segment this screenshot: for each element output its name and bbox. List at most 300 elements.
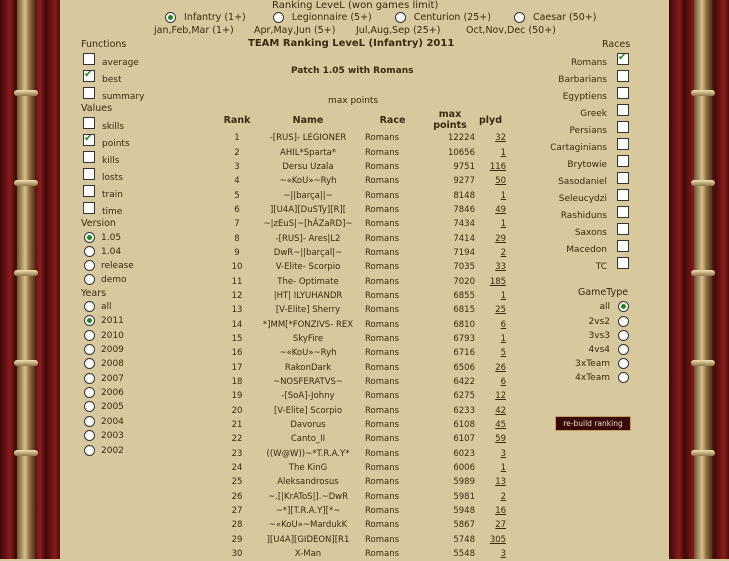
max-points-cell: 7194 <box>453 247 475 258</box>
rank-cell: 7 <box>234 219 240 230</box>
level-months-4: Oct,Nov,Dec (50+) <box>466 25 556 36</box>
max-points-cell: 5948 <box>453 506 475 517</box>
checkbox-icon[interactable] <box>617 138 629 150</box>
race-cell: Romans <box>365 362 400 373</box>
checkbox-icon[interactable] <box>83 151 95 163</box>
rank-cell: 19 <box>231 391 243 402</box>
radio-icon[interactable] <box>84 344 95 355</box>
rank-cell: 28 <box>231 520 243 531</box>
col-plyd: plyd <box>479 114 503 126</box>
table-row <box>218 217 506 231</box>
table-row <box>218 418 506 432</box>
rank-cell: 14 <box>231 319 243 330</box>
table-row <box>218 246 506 260</box>
played-link[interactable]: 3 <box>500 448 507 459</box>
table-row <box>218 432 506 446</box>
table-row <box>218 346 506 360</box>
radio-icon[interactable] <box>84 416 95 427</box>
radio-icon[interactable] <box>84 246 95 257</box>
table-row <box>218 188 506 202</box>
played-link[interactable]: 42 <box>495 405 507 416</box>
year-2007[interactable]: 2007 <box>84 373 124 384</box>
player-name-cell: ~*][T.R.A.Y][*~ <box>275 506 341 517</box>
player-name-cell: SkyFire <box>292 333 324 344</box>
max-points-cell: 5748 <box>453 534 475 545</box>
radio-icon[interactable] <box>84 330 95 341</box>
radio-icon[interactable] <box>618 358 629 369</box>
value-skills[interactable]: skills <box>83 117 124 132</box>
table-row <box>218 361 506 375</box>
race-cell: Romans <box>365 233 400 244</box>
checkbox-icon[interactable] <box>617 223 629 235</box>
played-link[interactable]: 50 <box>495 176 507 187</box>
player-name-cell: ((W@W))~*T.R.A.Y* <box>266 448 350 459</box>
year-2010[interactable]: 2010 <box>84 330 124 341</box>
race-cell: Romans <box>365 405 400 416</box>
level-caesar[interactable]: Caesar (50+) <box>514 12 602 23</box>
radio-icon[interactable] <box>84 387 95 398</box>
max-points-cell: 12224 <box>447 133 475 144</box>
rank-cell: 22 <box>231 434 243 445</box>
radio-icon[interactable] <box>84 358 95 369</box>
table-row <box>218 533 506 547</box>
table-row <box>218 490 506 504</box>
max-points-cell: 7020 <box>453 276 475 287</box>
rank-cell: 4 <box>234 176 240 187</box>
radio-icon[interactable] <box>84 301 95 312</box>
table-row <box>218 131 506 145</box>
player-name-cell: ~«KoU»~Ryh <box>279 176 337 187</box>
level-centurion[interactable]: Centurion (25+) <box>395 12 496 23</box>
version-104[interactable]: 1.04 <box>84 246 121 257</box>
player-name-cell: Canto_II <box>290 434 326 445</box>
played-link[interactable]: 2 <box>500 247 507 258</box>
race-egyptiens[interactable]: Egyptiens <box>563 87 629 102</box>
played-link[interactable]: 12 <box>495 391 507 402</box>
player-name-cell: Dersu Uzala <box>282 161 334 172</box>
played-link[interactable]: 49 <box>495 204 507 215</box>
player-name-cell: X-Man <box>294 549 322 560</box>
played-link[interactable]: 1 <box>500 463 507 474</box>
table-row <box>218 475 506 489</box>
max-points-cell: 6275 <box>453 391 475 402</box>
player-name-cell: The KinG <box>288 463 328 474</box>
team-ranking-title: TEAM Ranking LeveL (Infantry) 2011 <box>248 38 455 49</box>
rank-cell: 8 <box>234 233 240 244</box>
rank-cell: 23 <box>231 448 243 459</box>
played-link[interactable]: 59 <box>495 434 507 445</box>
checkbox-icon[interactable] <box>617 172 629 184</box>
checkbox-icon[interactable] <box>83 53 95 65</box>
max-points-cell: 7846 <box>453 204 475 215</box>
race-cell: Romans <box>365 176 400 187</box>
race-seleucydzi[interactable]: Seleucydzi <box>559 189 629 204</box>
checkbox-icon[interactable] <box>617 240 629 252</box>
player-name-cell: [V-Elite] Scorpio <box>273 405 343 416</box>
rebuild-ranking-button[interactable]: re-build ranking <box>555 416 631 431</box>
race-cell: Romans <box>365 520 400 531</box>
radio-icon[interactable] <box>395 12 406 23</box>
player-name-cell: -[RUS]- LEGIONER <box>269 133 347 144</box>
version-105[interactable]: 1.05 <box>84 232 121 243</box>
rank-cell: 17 <box>231 362 243 373</box>
rank-cell: 16 <box>231 348 243 359</box>
player-name-cell: ][U4A][DuSTy][R][ <box>269 204 347 215</box>
max-points-cell: 6023 <box>453 448 475 459</box>
played-link[interactable]: 45 <box>495 420 507 431</box>
max-points-cell: 8148 <box>453 190 475 201</box>
checkbox-icon[interactable] <box>617 70 629 82</box>
value-time[interactable]: time <box>83 202 122 217</box>
played-link[interactable]: 6 <box>500 377 507 388</box>
race-romans[interactable]: Romans✔ <box>571 53 629 68</box>
years-title: Years <box>81 288 107 299</box>
rank-cell: 26 <box>231 491 243 502</box>
rank-cell: 3 <box>234 161 240 172</box>
year-2006[interactable]: 2006 <box>84 387 124 398</box>
max-points-cell: 9277 <box>453 176 475 187</box>
max-points-cell: 6107 <box>453 434 475 445</box>
race-barbarians[interactable]: Barbarians <box>558 70 629 85</box>
played-link[interactable]: 1 <box>500 290 507 301</box>
player-name-cell: ~NOSFERATVS~ <box>272 377 344 388</box>
radio-icon[interactable] <box>84 315 95 326</box>
year-2002[interactable]: 2002 <box>84 445 124 456</box>
played-link[interactable]: 13 <box>495 477 507 488</box>
max-points-cell: 5548 <box>453 549 475 560</box>
played-link[interactable]: 29 <box>495 233 507 244</box>
radio-icon[interactable] <box>84 445 95 456</box>
race-cell: Romans <box>365 290 400 301</box>
race-cell: Romans <box>365 463 400 474</box>
function-best[interactable]: ✔best <box>83 70 121 85</box>
player-name-cell: -[SoA]-Johny <box>281 391 335 402</box>
race-cell: Romans <box>365 190 400 201</box>
max-points-cell: 6716 <box>453 348 475 359</box>
played-link[interactable]: 25 <box>495 305 507 316</box>
radio-icon[interactable] <box>618 344 629 355</box>
max-points-cell: 7434 <box>453 219 475 230</box>
table-row <box>218 404 506 418</box>
rank-cell: 27 <box>231 506 243 517</box>
level-selector <box>165 12 606 23</box>
played-link[interactable]: 27 <box>495 520 507 531</box>
radio-icon[interactable] <box>514 12 525 23</box>
race-sasodaniel[interactable]: Sasodaniel <box>558 172 629 187</box>
player-name-cell: RakonDark <box>284 362 332 373</box>
rank-cell: 29 <box>231 534 243 545</box>
race-cell: Romans <box>365 319 400 330</box>
player-name-cell: -[RUS]- Ares|L2 <box>275 233 341 244</box>
max-points-cell: 7414 <box>453 233 475 244</box>
checkbox-icon[interactable] <box>83 70 95 82</box>
race-tc[interactable]: TC <box>596 257 629 272</box>
col-max-points: max points <box>433 109 467 131</box>
max-points-cell: 6108 <box>453 420 475 431</box>
radio-icon[interactable] <box>84 373 95 384</box>
race-cell: Romans <box>365 147 400 158</box>
checkbox-icon[interactable] <box>617 257 629 269</box>
gametype-2vs2[interactable]: 2vs2 <box>589 316 629 327</box>
level-months-1: jan,Feb,Mar (1+) <box>154 25 234 36</box>
race-cell: Romans <box>365 348 400 359</box>
player-name-cell: DwR~||barçal|~ <box>273 247 343 258</box>
max-points-cell: 5867 <box>453 520 475 531</box>
race-cell: Romans <box>365 247 400 258</box>
rank-cell: 30 <box>231 549 243 560</box>
gametype-title: GameType <box>578 287 629 298</box>
value-losts[interactable]: losts <box>83 168 123 183</box>
rank-cell: 12 <box>231 290 243 301</box>
checkbox-icon[interactable] <box>617 53 629 65</box>
rank-cell: 6 <box>234 204 240 215</box>
played-link[interactable]: 2 <box>500 491 507 502</box>
table-row <box>218 461 506 475</box>
checkbox-icon[interactable] <box>83 168 95 180</box>
rank-cell: 13 <box>231 305 243 316</box>
played-link[interactable]: 5 <box>500 348 507 359</box>
table-row <box>218 332 506 346</box>
radio-icon[interactable] <box>84 401 95 412</box>
race-cell: Romans <box>365 420 400 431</box>
played-link[interactable]: 33 <box>495 262 507 273</box>
year-2008[interactable]: 2008 <box>84 358 124 369</box>
player-name-cell: Davorus <box>290 420 326 431</box>
max-points-cell: 6006 <box>453 463 475 474</box>
race-macedon[interactable]: Macedon <box>566 240 629 255</box>
rank-cell: 11 <box>231 276 243 287</box>
max-points-cell: 6506 <box>453 362 475 373</box>
radio-icon[interactable] <box>618 372 629 383</box>
radio-icon[interactable] <box>618 301 629 312</box>
version-title: Version <box>81 218 116 229</box>
played-link[interactable]: 1 <box>500 147 507 158</box>
checkbox-icon[interactable] <box>617 87 629 99</box>
player-name-cell: ~||barça||~ <box>283 190 333 201</box>
year-2011[interactable]: 2011 <box>84 315 124 326</box>
level-months-3: Jul,Aug,Sep (25+) <box>356 25 441 36</box>
table-row <box>218 447 506 461</box>
player-name-cell: ~.[|KrAToS|].~DwR <box>268 491 348 502</box>
race-greek[interactable]: Greek <box>580 104 629 119</box>
gametype-3xteam[interactable]: 3xTeam <box>575 358 629 369</box>
table-row <box>218 174 506 188</box>
gametype-4xteam[interactable]: 4xTeam <box>575 372 629 383</box>
played-link[interactable]: 1 <box>500 219 507 230</box>
race-brytowie[interactable]: Brytowie <box>567 155 629 170</box>
year-2005[interactable]: 2005 <box>84 401 124 412</box>
race-cell: Romans <box>365 161 400 172</box>
function-average[interactable]: average <box>83 53 139 68</box>
patch-line: Patch 1.05 with Romans <box>291 66 414 76</box>
race-cell: Romans <box>365 333 400 344</box>
race-cell: Romans <box>365 133 400 144</box>
table-row <box>218 317 506 331</box>
radio-icon[interactable] <box>84 274 95 285</box>
checkbox-icon[interactable] <box>617 189 629 201</box>
table-row <box>218 203 506 217</box>
table-row <box>218 518 506 532</box>
col-name: Name <box>292 114 324 126</box>
ranking-level-title: Ranking LeveL (won games limit) <box>272 0 439 11</box>
max-points-cell: 6793 <box>453 333 475 344</box>
col-rank: Rank <box>223 114 251 126</box>
rank-cell: 15 <box>231 333 243 344</box>
table-row <box>218 231 506 245</box>
player-name-cell: The- Optimate <box>277 276 339 287</box>
rank-cell: 1 <box>234 133 240 144</box>
played-link[interactable]: 32 <box>495 133 507 144</box>
table-row <box>218 504 506 518</box>
radio-icon[interactable] <box>273 12 284 23</box>
race-cell: Romans <box>365 434 400 445</box>
value-kills[interactable]: kills <box>83 151 119 166</box>
race-cell: Romans <box>365 204 400 215</box>
race-cell: Romans <box>365 549 400 560</box>
played-link[interactable]: 3 <box>500 549 507 560</box>
checkbox-icon[interactable] <box>617 206 629 218</box>
rank-cell: 21 <box>231 420 243 431</box>
year-2009[interactable]: 2009 <box>84 344 124 355</box>
year-2004[interactable]: 2004 <box>84 416 124 427</box>
level-infantry[interactable]: Infantry (1+) <box>165 12 251 23</box>
max-points-cell: 9751 <box>453 161 475 172</box>
played-link[interactable]: 16 <box>495 506 507 517</box>
checkbox-icon[interactable] <box>83 134 95 146</box>
table-row <box>218 260 506 274</box>
value-train[interactable]: train <box>83 185 123 200</box>
player-name-cell: ~«KoU»~Ryh <box>279 348 337 359</box>
race-rashiduns[interactable]: Rashiduns <box>561 206 629 221</box>
race-cell: Romans <box>365 262 400 273</box>
value-points[interactable]: ✔points <box>83 134 130 149</box>
table-header-row <box>218 109 506 131</box>
checkbox-icon[interactable] <box>83 117 95 129</box>
values-title: Values <box>81 103 113 114</box>
rank-cell: 9 <box>234 247 240 258</box>
checkbox-icon[interactable] <box>617 104 629 116</box>
race-cell: Romans <box>365 448 400 459</box>
checkbox-icon[interactable] <box>83 202 95 214</box>
max-points-cell: 6815 <box>453 305 475 316</box>
race-persians[interactable]: Persians <box>570 121 629 136</box>
max-points-cell: 7035 <box>453 262 475 273</box>
radio-icon[interactable] <box>618 330 629 341</box>
player-name-cell: ~|zEuS|~[hÂZaRD]~ <box>263 219 353 230</box>
checkbox-icon[interactable] <box>83 87 95 99</box>
gametype-4vs4[interactable]: 4vs4 <box>589 344 629 355</box>
race-cell: Romans <box>365 219 400 230</box>
player-name-cell: |HT| ILYUHANDR <box>273 290 343 301</box>
played-link[interactable]: 26 <box>495 362 507 373</box>
race-saxons[interactable]: Saxons <box>575 223 629 238</box>
max-points-cell: 6810 <box>453 319 475 330</box>
left-curtain <box>0 0 60 559</box>
rank-cell: 18 <box>231 377 243 388</box>
player-name-cell: *]MM[*FONZIVS- REX <box>262 319 354 330</box>
rank-cell: 2 <box>234 147 240 158</box>
max-points-cell: 5981 <box>453 491 475 502</box>
race-cell: Romans <box>365 506 400 517</box>
version-demo[interactable]: demo <box>84 274 127 285</box>
race-cell: Romans <box>365 477 400 488</box>
right-pole <box>694 0 712 559</box>
race-cell: Romans <box>365 391 400 402</box>
table-row <box>218 389 506 403</box>
player-name-cell: ][U4A][GIDEON][R1 <box>266 534 350 545</box>
rank-cell: 25 <box>231 477 243 488</box>
played-link[interactable]: 305 <box>489 534 507 545</box>
table-row <box>218 303 506 317</box>
played-link[interactable]: 185 <box>489 276 507 287</box>
rank-cell: 10 <box>231 262 243 273</box>
functions-title: Functions <box>81 39 127 50</box>
player-name-cell: V-Elite- Scorpio <box>275 262 341 273</box>
player-name-cell: AHIL*Sparta* <box>280 147 336 158</box>
race-cartaginians[interactable]: Cartaginians <box>550 138 629 153</box>
radio-icon[interactable] <box>84 260 95 271</box>
table-row <box>218 160 506 174</box>
played-link[interactable]: 1 <box>500 190 507 201</box>
played-link[interactable]: 116 <box>489 161 507 172</box>
left-pole <box>17 0 35 559</box>
table-row <box>218 289 506 303</box>
checkbox-icon[interactable] <box>617 121 629 133</box>
played-link[interactable]: 6 <box>500 319 507 330</box>
rank-cell: 24 <box>231 463 243 474</box>
radio-icon[interactable] <box>618 316 629 327</box>
table-row <box>218 274 506 288</box>
function-summary[interactable]: summary <box>83 87 144 102</box>
race-cell: Romans <box>365 491 400 502</box>
year-all[interactable]: all <box>84 301 112 312</box>
race-cell: Romans <box>365 534 400 545</box>
player-name-cell: [V-Elite] Sherry <box>275 305 341 316</box>
max-points-label: max points <box>328 96 379 106</box>
ranking-table-body <box>218 131 506 561</box>
races-title: Races <box>602 39 631 50</box>
max-points-cell: 6422 <box>453 377 475 388</box>
max-points-cell: 5989 <box>453 477 475 488</box>
level-legionnaire[interactable]: Legionnaire (5+) <box>273 12 377 23</box>
radio-icon[interactable] <box>165 12 176 23</box>
race-cell: Romans <box>365 377 400 388</box>
player-name-cell: Aleksandrosus <box>277 477 339 488</box>
max-points-cell: 6855 <box>453 290 475 301</box>
checkbox-icon[interactable] <box>83 185 95 197</box>
table-row <box>218 145 506 159</box>
table-row <box>218 375 506 389</box>
level-months-2: Apr,May,Jun (5+) <box>254 25 336 36</box>
gametype-all[interactable]: all <box>599 301 629 312</box>
checkbox-icon[interactable] <box>617 155 629 167</box>
radio-icon[interactable] <box>84 232 95 243</box>
played-link[interactable]: 1 <box>500 333 507 344</box>
right-curtain <box>669 0 729 559</box>
rank-cell: 5 <box>234 190 240 201</box>
ranking-table <box>218 109 506 561</box>
gametype-3vs3[interactable]: 3vs3 <box>589 330 629 341</box>
player-name-cell: ~«KoU»~MardukK <box>268 520 348 531</box>
version-release[interactable]: release <box>84 260 134 271</box>
race-cell: Romans <box>365 276 400 287</box>
year-2003[interactable]: 2003 <box>84 430 124 441</box>
rank-cell: 20 <box>231 405 243 416</box>
max-points-cell: 6233 <box>453 405 475 416</box>
col-race: Race <box>379 114 406 126</box>
max-points-cell: 10656 <box>447 147 475 158</box>
radio-icon[interactable] <box>84 430 95 441</box>
